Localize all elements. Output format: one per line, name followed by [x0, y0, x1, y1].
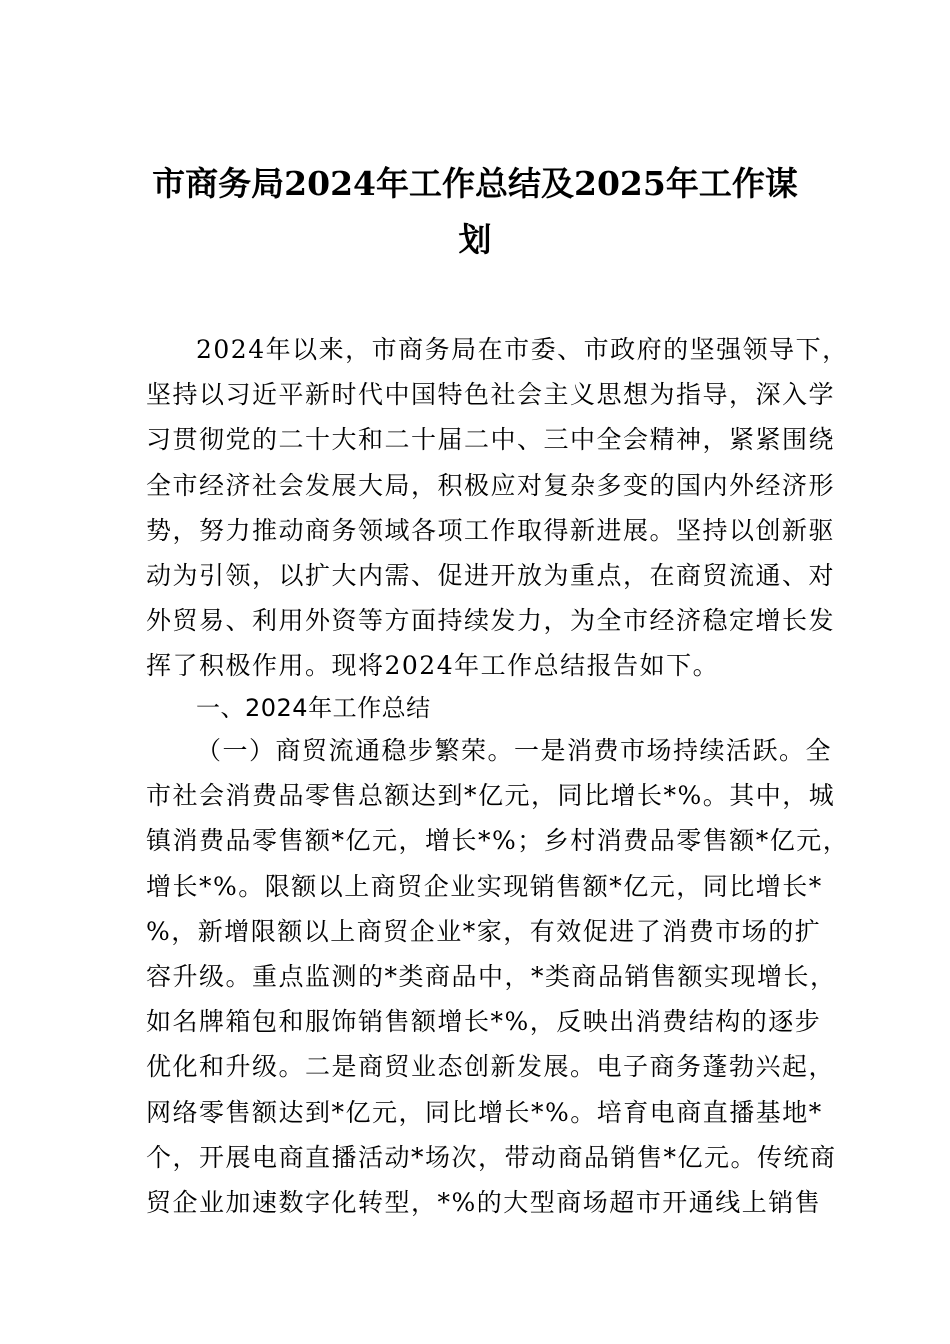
paragraph-line: 动为引领，以扩大内需、促进开放为重点，在商贸流通、对 [146, 560, 836, 590]
section1-paragraph [146, 728, 850, 1225]
paragraph-line: 坚持以习近平新时代中国特色社会主义思想为指导，深入学 [146, 380, 836, 410]
paragraph-line: 优化和升级。二是商贸业态创新发展。电子商务蓬勃兴起， [146, 1052, 836, 1082]
paragraph-line: 个，开展电商直播活动*场次，带动商品销售*亿元。传统商 [146, 1142, 837, 1172]
paragraph-line: 全市经济社会发展大局，积极应对复杂多变的国内外经济形 [146, 470, 836, 500]
intro-paragraph [146, 327, 849, 689]
paragraph-line: 2024年以来，市商务局在市委、市政府的坚强领导下， [196, 335, 849, 364]
document-title [110, 156, 840, 268]
paragraph-line: 容升级。重点监测的*类商品中，*类商品销售额实现增长， [146, 961, 837, 991]
title-line-2: 划 [458, 220, 492, 259]
section-heading: 一、2024年工作总结 [196, 694, 431, 722]
paragraph-line: （一）商贸流通稳步繁荣。一是消费市场持续活跃。全 [196, 736, 833, 765]
paragraph-line: 贸企业加速数字化转型，*%的大型商场超市开通线上销售 [146, 1187, 822, 1217]
paragraph-line: %，新增限额以上商贸企业*家，有效促进了消费市场的扩 [146, 916, 822, 946]
paragraph-line: 镇消费品零售额*亿元，增长*%；乡村消费品零售额*亿元， [146, 826, 850, 856]
paragraph-line: 如名牌箱包和服饰销售额增长*%，反映出消费结构的逐步 [146, 1007, 822, 1037]
paragraph-line: 外贸易、利用外资等方面持续发力，为全市经济稳定增长发 [146, 606, 836, 636]
paragraph-line: 势，努力推动商务领域各项工作取得新进展。坚持以创新驱 [146, 515, 836, 545]
paragraph-line: 网络零售额达到*亿元，同比增长*%。培育电商直播基地* [146, 1097, 823, 1127]
title-line-1: 市商务局2024年工作总结及2025年工作谋 [152, 164, 798, 203]
paragraph-line: 增长*%。限额以上商贸企业实现销售额*亿元，同比增长* [146, 871, 823, 901]
paragraph-line: 市社会消费品零售总额达到*亿元，同比增长*%。其中，城 [146, 781, 836, 811]
paragraph-line: 习贯彻党的二十大和二十届二中、三中全会精神，紧紧围绕 [146, 425, 836, 455]
paragraph-line: 挥了积极作用。现将2024年工作总结报告如下。 [146, 651, 720, 681]
